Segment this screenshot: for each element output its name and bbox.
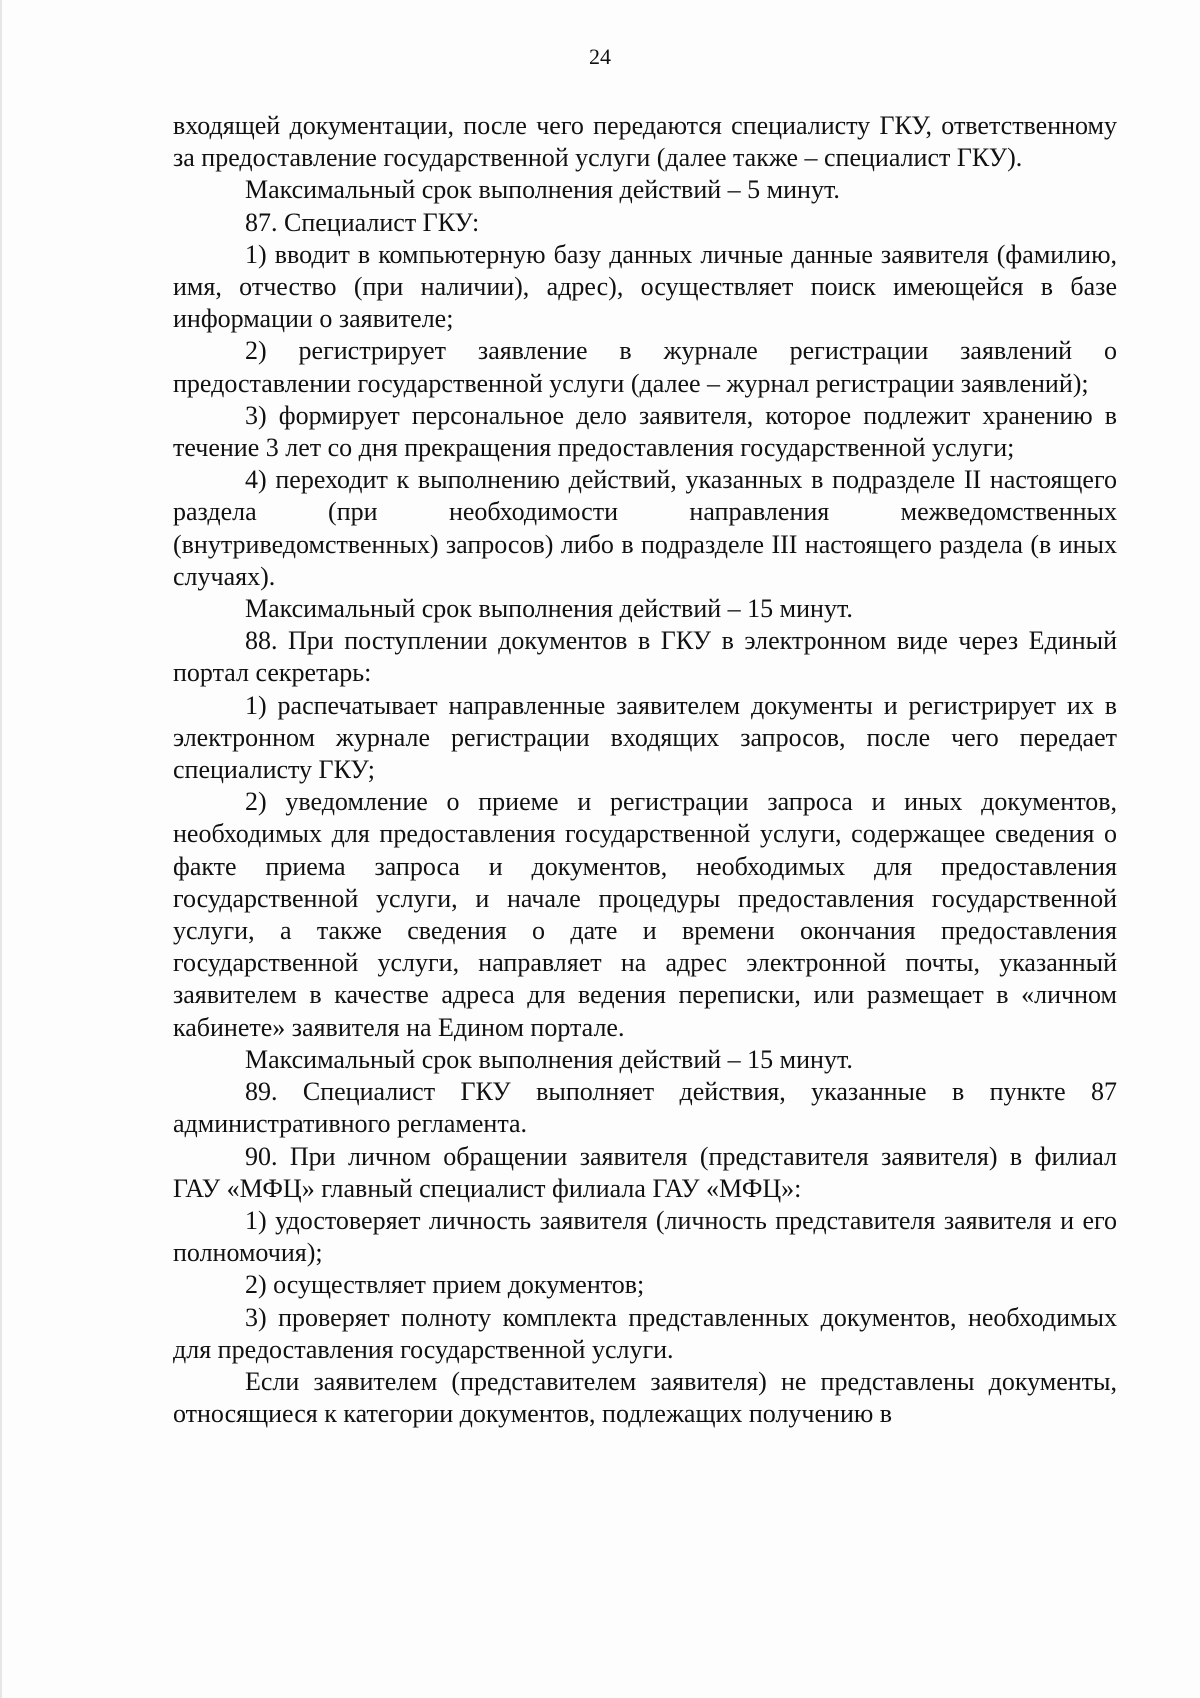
paragraph-continuation: входящей документации, после чего передаются специалисту ГКУ, ответственному за предоставление государственной услуги (далее также – специалист ГКУ). — [173, 111, 1117, 173]
paragraph-time-limit-3: Максимальный срок выполнения действий – 15 минут. — [245, 1044, 853, 1074]
paragraph-89: 89. Специалист ГКУ выполняет действия, указанные в пункте 87 административного регламента. — [173, 1077, 1117, 1139]
paragraph-87-4: 4) переходит к выполнению действий, указанных в подразделе II настоящего раздела (при необходимости направления межведомственных (внутриведомственных) запросов) либо в подразделе III настоящего раздела (в иных случаях). — [173, 465, 1117, 591]
document-body — [173, 110, 1117, 1430]
paragraph-if-not-provided: Если заявителем (представителем заявителя) не представлены документы, относящиеся к категории документов, подлежащих получению в — [173, 1366, 1117, 1429]
paragraph-87-2: 2) регистрирует заявление в журнале регистрации заявлений о предоставлении государственной услуги (далее – журнал регистрации заявлений); — [173, 336, 1117, 398]
paragraph-time-limit-2: Максимальный срок выполнения действий – 15 минут. — [245, 594, 853, 624]
paragraph-88-2: 2) уведомление о приеме и регистрации запроса и иных документов, необходимых для предоставления государственной услуги, содержащее сведения о факте приема запроса и документов, необходимых для предоставления государственной услуги, и начале процедуры предоставления государственной услуги, а также сведения о дате и времени окончания предоставления государственной услуги, направляет на адрес электронной почты, указанный заявителем в качестве адреса для ведения переписки, или размещает в «личном кабинете» заявителя на Едином портале. — [173, 787, 1117, 1042]
paragraph-87-3: 3) формирует персональное дело заявителя, которое подлежит хранению в течение 3 лет со дня прекращения предоставления государственной услуги; — [173, 400, 1117, 463]
paragraph-88-1: 1) распечатывает направленные заявителем документы и регистрирует их в электронном журнале регистрации входящих запросов, после чего передает специалисту ГКУ; — [173, 690, 1117, 785]
paragraph-87: 87. Специалист ГКУ: — [245, 207, 480, 237]
paragraph-87-1: 1) вводит в компьютерную базу данных личные данные заявителя (фамилию, имя, отчество (при наличии), адрес), осуществляет поиск имеющейся в базе информации о заявителе; — [173, 239, 1117, 334]
paragraph-90-1: 1) удостоверяет личность заявителя (личность представителя заявителя и его полномочия); — [173, 1205, 1117, 1268]
paragraph-88: 88. При поступлении документов в ГКУ в электронном виде через Единый портал секретарь: — [173, 626, 1117, 688]
paragraph-90-2: 2) осуществляет прием документов; — [245, 1270, 645, 1300]
scan-edge — [0, 0, 2, 1698]
page-number: 24 — [589, 44, 611, 69]
paragraph-90-3: 3) проверяет полноту комплекта представленных документов, необходимых для предоставления государственной услуги. — [173, 1302, 1117, 1364]
paragraph-time-limit-1: Максимальный срок выполнения действий – 5 минут. — [245, 175, 840, 205]
paragraph-90: 90. При личном обращении заявителя (представителя заявителя) в филиал ГАУ «МФЦ» главный специалист филиала ГАУ «МФЦ»: — [173, 1141, 1117, 1203]
